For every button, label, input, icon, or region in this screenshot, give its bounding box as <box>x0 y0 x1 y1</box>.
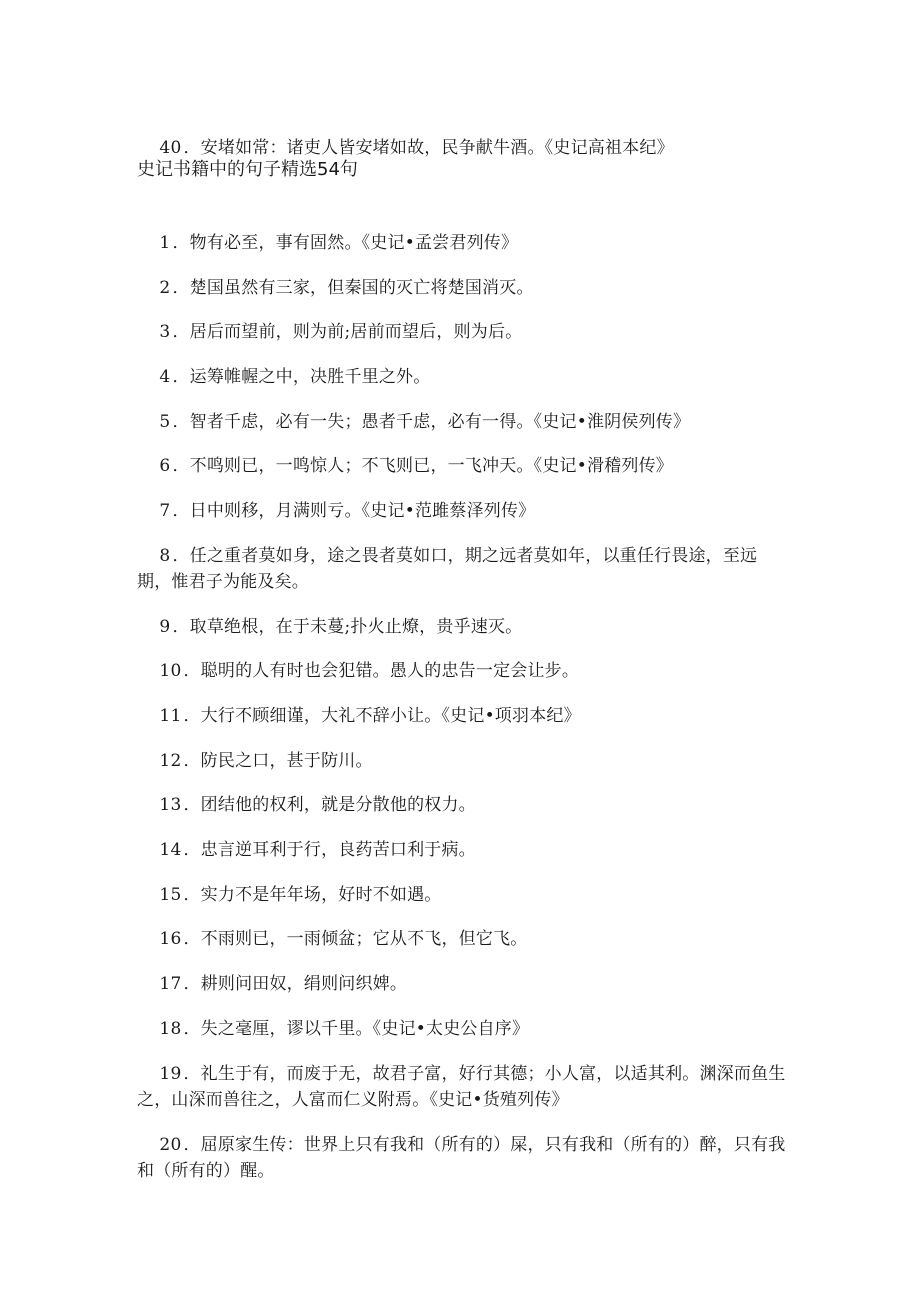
item-number: 4 <box>159 367 171 387</box>
item-number: 40 <box>159 138 182 158</box>
item-number: 7 <box>159 501 171 521</box>
item-number: 17 <box>159 974 182 994</box>
item-text: ．日中则移，月满则亏。《史记•范雎蔡泽列传》 <box>172 501 536 521</box>
item-number: 10 <box>159 661 182 681</box>
item-number: 13 <box>159 795 182 815</box>
item-number: 15 <box>159 885 182 905</box>
item-number: 18 <box>159 1019 182 1039</box>
item-text: ．防民之口，甚于防川。 <box>183 751 373 771</box>
item-text: ．实力不是年年场，好时不如遇。 <box>183 885 442 905</box>
item-text: ．团结他的权利，就是分散他的权力。 <box>183 795 476 815</box>
quote-item-20 <box>137 1106 787 1210</box>
item-text: ．忠言逆耳利于行，良药苦口利于病。 <box>183 840 476 860</box>
item-text: ．不雨则已，一雨倾盆；它从不飞，但它飞。 <box>183 929 528 949</box>
item-text: ．屈原家生传：世界上只有我和（所有的）屎，只有我和（所有的）醉，只有我和（所有的）醒。 <box>137 1135 786 1181</box>
item-text: ．安堵如常：诸吏人皆安堵如故，民争献牛酒。《史记高祖本纪》 <box>183 138 674 158</box>
item-text: ．任之重者莫如身，途之畏者莫如口，期之远者莫如年，以重任行畏途，至远期，惟君子为能及矣。 <box>137 546 758 592</box>
item-text: ．物有必至，事有固然。《史记•孟尝君列传》 <box>172 233 519 253</box>
item-number: 3 <box>159 322 171 342</box>
item-number: 2 <box>159 278 171 298</box>
item-number: 16 <box>159 929 182 949</box>
item-text: ．楚国虽然有三家，但秦国的灭亡将楚国消灭。 <box>172 278 534 298</box>
item-number: 12 <box>159 751 182 771</box>
item-number: 9 <box>159 617 171 637</box>
item-number: 20 <box>159 1135 182 1155</box>
item-text: ．不鸣则已，一鸣惊人；不飞则已，一飞冲天。《史记•滑稽列传》 <box>172 456 673 476</box>
item-number: 14 <box>159 840 182 860</box>
item-text: ．智者千虑，必有一失；愚者千虑，必有一得。《史记•淮阴侯列传》 <box>172 412 691 432</box>
item-text: ．聪明的人有时也会犯错。愚人的忠告一定会让步。 <box>183 661 580 681</box>
item-text: ．大行不顾细谨，大礼不辞小让。《史记•项羽本纪》 <box>183 706 581 726</box>
item-text: ．居后而望前，则为前;居前而望后，则为后。 <box>172 322 523 342</box>
section-heading: 史记书籍中的句子精选54句 <box>137 159 358 180</box>
item-number: 11 <box>159 706 182 726</box>
item-text: ．取草绝根，在于未蔓;扑火止燎，贵乎速灭。 <box>172 617 523 637</box>
item-text: ．耕则问田奴，绢则问织婢。 <box>183 974 408 994</box>
item-number: 1 <box>159 233 171 253</box>
item-number: 6 <box>159 456 171 476</box>
item-number: 8 <box>159 546 171 566</box>
item-text: ．运筹帷幄之中，决胜千里之外。 <box>172 367 431 387</box>
item-number: 5 <box>159 412 171 432</box>
item-text: ．失之毫厘，谬以千里。《史记•太史公自序》 <box>183 1019 530 1039</box>
item-text: ．礼生于有，而废于无，故君子富，好行其德；小人富，以适其利。渊深而鱼生之，山深而兽往之，人富而仁义附焉。《史记•货殖列传》 <box>137 1064 786 1110</box>
item-number: 19 <box>159 1064 182 1084</box>
